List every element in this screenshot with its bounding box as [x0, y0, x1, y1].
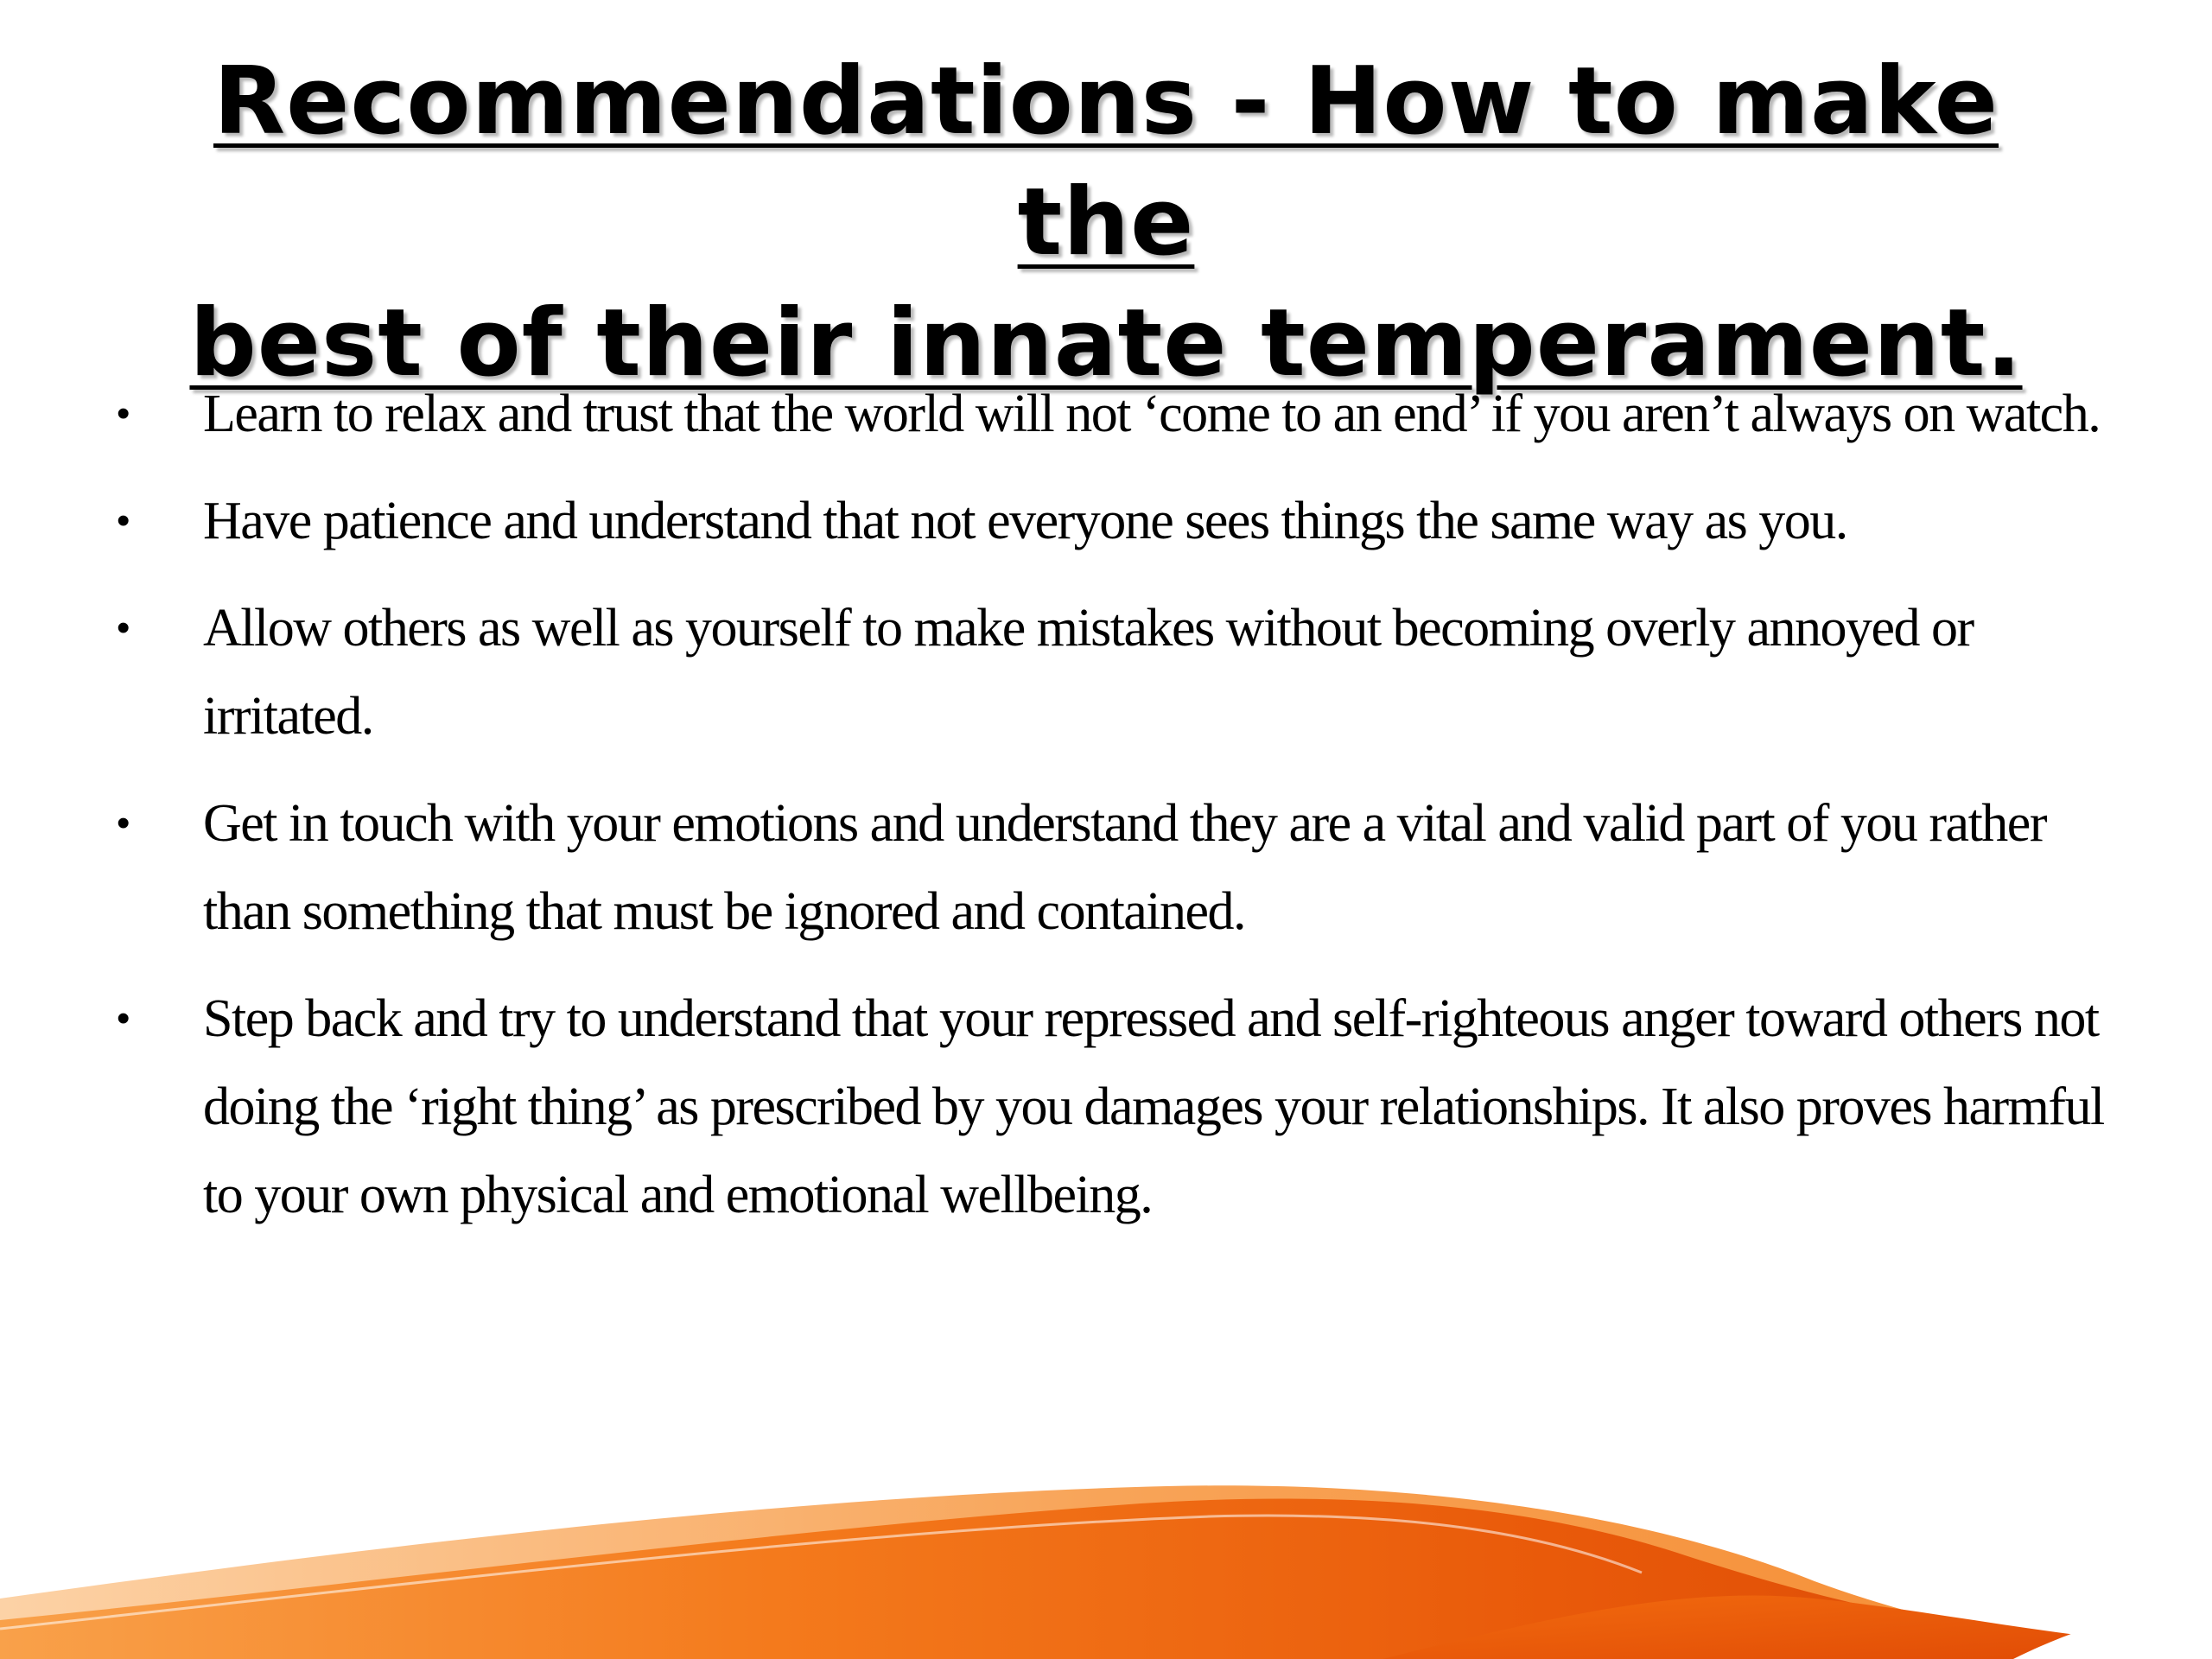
- bullet-icon: •: [117, 499, 130, 542]
- bullet-text: Get in touch with your emotions and understand they are a vital and valid part of you rather than something that must be ignored and contained.: [203, 794, 2046, 941]
- bullet-text: Learn to relax and trust that the world will not ‘come to an end’ if you aren’t always on watch.: [203, 385, 2101, 443]
- title-line-2: best of their innate temperament.: [189, 289, 2023, 397]
- bullet-item-1: [117, 370, 2130, 458]
- slide-title: [130, 41, 2082, 404]
- bullet-icon: •: [117, 997, 130, 1039]
- bullet-text: Step back and try to understand that your repressed and self-righteous anger toward others not doing the ‘right thing’ as prescribed by you damages your relationships. It also proves harmful to your own physical and emotional wellbeing.: [203, 989, 2104, 1224]
- bullet-item-4: [117, 779, 2130, 956]
- bullet-item-5: [117, 975, 2130, 1239]
- bullet-icon: •: [117, 392, 130, 435]
- title-line-1: Recommendations - How to make the: [213, 48, 1999, 276]
- bullet-item-2: [117, 477, 2130, 565]
- bullet-text: Have patience and understand that not everyone sees things the same way as you.: [203, 492, 1847, 550]
- bullet-icon: •: [117, 607, 130, 649]
- bullet-list: [117, 370, 2130, 1258]
- decorative-wave: [0, 1434, 2212, 1659]
- bullet-item-3: [117, 584, 2130, 760]
- bullet-text: Allow others as well as yourself to make mistakes without becoming overly annoyed or irritated.: [203, 599, 1974, 746]
- bullet-icon: •: [117, 802, 130, 844]
